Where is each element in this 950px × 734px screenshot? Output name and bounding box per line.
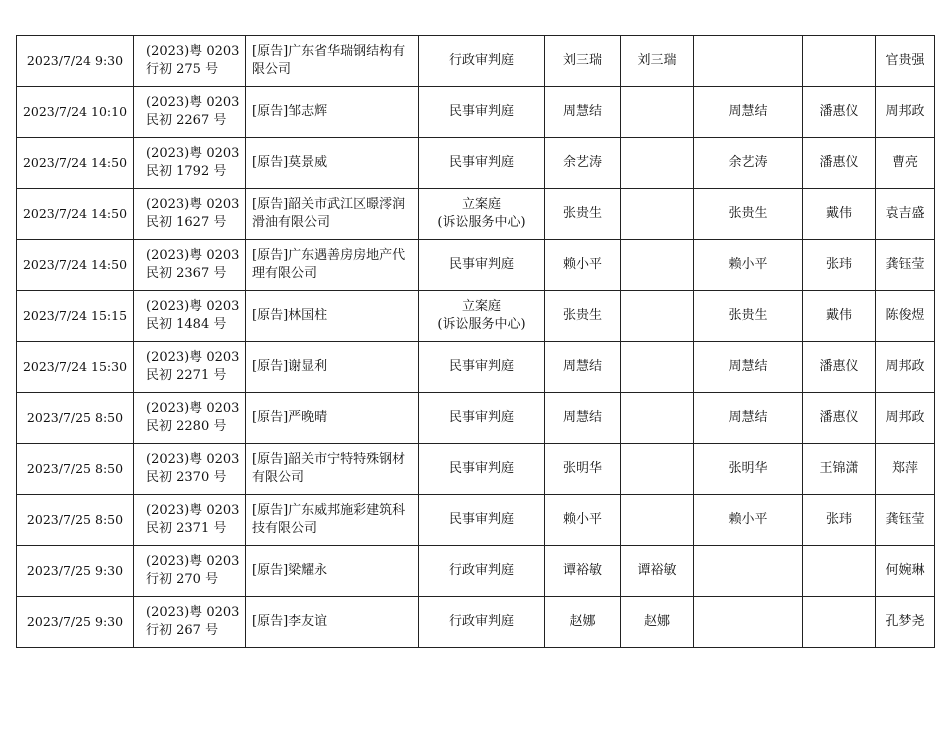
hearing-time-cell (17, 393, 134, 444)
presiding-judge-name: 赵娜 (643, 614, 670, 629)
table-row (17, 597, 935, 648)
clerk-name: 陈俊煜 (885, 308, 925, 323)
undertaking-judge-name: 张明华 (728, 461, 768, 476)
presiding-judge-cell (621, 597, 694, 648)
case-number-line1: (2023)粤 0203 (146, 95, 240, 110)
hearing-schedule-table (16, 35, 935, 648)
clerk-cell (876, 138, 935, 189)
case-number-line1: (2023)粤 0203 (146, 605, 240, 620)
table-row (17, 87, 935, 138)
case-number-line1: (2023)粤 0203 (146, 146, 240, 161)
clerk-name: 周邦政 (885, 410, 925, 425)
party-name: [原告]严晚晴 (252, 410, 328, 425)
panel-member-cell (803, 546, 876, 597)
undertaking-judge-cell (694, 342, 803, 393)
case-number-cell (134, 36, 246, 87)
panel-member-cell (803, 87, 876, 138)
case-number-line1: (2023)粤 0203 (146, 554, 240, 569)
party-cell (246, 342, 419, 393)
schedule-body (17, 36, 935, 648)
case-number-line1: (2023)粤 0203 (146, 44, 240, 59)
case-number-line2: 民初 2367 号 (146, 266, 227, 281)
panel-member-cell (803, 342, 876, 393)
case-number-cell (134, 342, 246, 393)
clerk-cell (876, 597, 935, 648)
undertaking-judge-name: 周慧结 (728, 410, 768, 425)
judge-cell (545, 444, 621, 495)
clerk-cell (876, 393, 935, 444)
department-line1: 民事审判庭 (448, 104, 514, 119)
party-cell (246, 291, 419, 342)
clerk-name: 周邦政 (885, 359, 925, 374)
table-row (17, 189, 935, 240)
panel-member-cell (803, 444, 876, 495)
party-name: [原告]邹志辉 (252, 104, 328, 119)
presiding-judge-name: 刘三瑞 (637, 53, 677, 68)
case-number-line2: 民初 2267 号 (146, 113, 227, 128)
hearing-time-cell (17, 138, 134, 189)
undertaking-judge-name: 张贵生 (728, 206, 768, 221)
party-cell (246, 444, 419, 495)
undertaking-judge-name: 周慧结 (728, 359, 768, 374)
department-cell (419, 546, 545, 597)
undertaking-judge-cell (694, 393, 803, 444)
clerk-cell (876, 342, 935, 393)
hearing-time-cell (17, 597, 134, 648)
table-row (17, 444, 935, 495)
presiding-judge-cell (621, 393, 694, 444)
department-line1: 民事审判庭 (448, 512, 514, 527)
case-number-line2: 民初 2271 号 (146, 368, 227, 383)
case-number-cell (134, 444, 246, 495)
department-line1: 行政审判庭 (448, 614, 514, 629)
case-number-line1: (2023)粤 0203 (146, 452, 240, 467)
presiding-judge-cell (621, 189, 694, 240)
undertaking-judge-cell (694, 189, 803, 240)
presiding-judge-cell (621, 291, 694, 342)
department-cell (419, 342, 545, 393)
panel-member-cell (803, 36, 876, 87)
hearing-time: 2023/7/24 10:10 (22, 104, 128, 119)
judge-name: 余艺涛 (562, 155, 602, 170)
presiding-judge-name: 谭裕敏 (637, 563, 677, 578)
undertaking-judge-cell (694, 36, 803, 87)
hearing-time: 2023/7/25 8:50 (26, 410, 124, 425)
case-number-line2: 民初 2370 号 (146, 470, 227, 485)
judge-name: 赖小平 (562, 257, 602, 272)
judge-cell (545, 36, 621, 87)
presiding-judge-cell (621, 495, 694, 546)
department-cell (419, 291, 545, 342)
judge-cell (545, 87, 621, 138)
party-cell (246, 546, 419, 597)
hearing-time: 2023/7/24 14:50 (22, 257, 128, 272)
party-cell (246, 189, 419, 240)
hearing-time-cell (17, 87, 134, 138)
party-cell (246, 495, 419, 546)
judge-name: 谭裕敏 (562, 563, 602, 578)
case-number-line2: 行初 267 号 (146, 623, 219, 638)
judge-cell (545, 240, 621, 291)
party-cell (246, 240, 419, 291)
case-number-cell (134, 597, 246, 648)
panel-member-name: 张玮 (825, 257, 852, 272)
undertaking-judge-cell (694, 138, 803, 189)
panel-member-cell (803, 291, 876, 342)
undertaking-judge-name: 赖小平 (728, 257, 768, 272)
party-name: [原告]谢显利 (252, 359, 328, 374)
panel-member-cell (803, 138, 876, 189)
presiding-judge-cell (621, 342, 694, 393)
judge-cell (545, 546, 621, 597)
panel-member-name: 张玮 (825, 512, 852, 527)
hearing-time: 2023/7/25 9:30 (26, 563, 124, 578)
party-name: [原告]广东遇善房房地产代理有限公司 (252, 248, 406, 281)
department-cell (419, 495, 545, 546)
case-number-line1: (2023)粤 0203 (146, 401, 240, 416)
presiding-judge-cell (621, 444, 694, 495)
hearing-time: 2023/7/24 15:15 (22, 308, 128, 323)
party-name: [原告]韶关市宁特特殊钢材有限公司 (252, 452, 406, 485)
case-number-line2: 行初 270 号 (146, 572, 219, 587)
judge-name: 周慧结 (562, 410, 602, 425)
judge-cell (545, 291, 621, 342)
clerk-name: 郑萍 (891, 461, 918, 476)
panel-member-name: 戴伟 (825, 308, 852, 323)
hearing-schedule-sheet (16, 35, 935, 648)
panel-member-name: 潘惠仪 (819, 359, 859, 374)
table-row (17, 36, 935, 87)
hearing-time-cell (17, 291, 134, 342)
table-row (17, 291, 935, 342)
undertaking-judge-cell (694, 495, 803, 546)
department-cell (419, 87, 545, 138)
undertaking-judge-cell (694, 87, 803, 138)
case-number-line1: (2023)粤 0203 (146, 197, 240, 212)
presiding-judge-cell (621, 138, 694, 189)
clerk-name: 何婉琳 (885, 563, 925, 578)
hearing-time-cell (17, 240, 134, 291)
judge-name: 张贵生 (562, 308, 602, 323)
panel-member-name: 王锦潇 (819, 461, 859, 476)
hearing-time: 2023/7/25 9:30 (26, 614, 124, 629)
undertaking-judge-name: 余艺涛 (728, 155, 768, 170)
case-number-line2: 民初 1484 号 (146, 317, 227, 332)
case-number-cell (134, 393, 246, 444)
party-name: [原告]林国柱 (252, 308, 328, 323)
hearing-time: 2023/7/24 9:30 (26, 53, 124, 68)
table-row (17, 342, 935, 393)
case-number-line2: 民初 2371 号 (146, 521, 227, 536)
panel-member-name: 戴伟 (825, 206, 852, 221)
case-number-line1: (2023)粤 0203 (146, 299, 240, 314)
party-cell (246, 597, 419, 648)
undertaking-judge-cell (694, 546, 803, 597)
hearing-time: 2023/7/24 14:50 (22, 206, 128, 221)
panel-member-name: 潘惠仪 (819, 410, 859, 425)
department-line2: (诉讼服务中心) (437, 317, 526, 332)
clerk-cell (876, 240, 935, 291)
judge-cell (545, 189, 621, 240)
hearing-time: 2023/7/24 14:50 (22, 155, 128, 170)
department-line1: 民事审判庭 (448, 359, 514, 374)
judge-cell (545, 342, 621, 393)
judge-cell (545, 138, 621, 189)
hearing-time: 2023/7/25 8:50 (26, 461, 124, 476)
department-line1: 立案庭 (461, 197, 501, 212)
presiding-judge-cell (621, 87, 694, 138)
department-cell (419, 240, 545, 291)
hearing-time: 2023/7/24 15:30 (22, 359, 128, 374)
hearing-time-cell (17, 342, 134, 393)
department-line1: 民事审判庭 (448, 410, 514, 425)
case-number-line2: 行初 275 号 (146, 62, 219, 77)
department-line2: (诉讼服务中心) (437, 215, 526, 230)
panel-member-name: 潘惠仪 (819, 155, 859, 170)
panel-member-cell (803, 393, 876, 444)
judge-name: 赖小平 (562, 512, 602, 527)
clerk-cell (876, 87, 935, 138)
department-cell (419, 393, 545, 444)
clerk-name: 袁吉盛 (885, 206, 925, 221)
undertaking-judge-cell (694, 240, 803, 291)
judge-cell (545, 393, 621, 444)
table-row (17, 495, 935, 546)
undertaking-judge-cell (694, 291, 803, 342)
presiding-judge-cell (621, 36, 694, 87)
hearing-time: 2023/7/25 8:50 (26, 512, 124, 527)
clerk-cell (876, 444, 935, 495)
hearing-time-cell (17, 189, 134, 240)
panel-member-name: 潘惠仪 (819, 104, 859, 119)
party-name: [原告]李友谊 (252, 614, 328, 629)
case-number-cell (134, 87, 246, 138)
hearing-time-cell (17, 36, 134, 87)
case-number-line2: 民初 1792 号 (146, 164, 227, 179)
panel-member-cell (803, 495, 876, 546)
judge-name: 周慧结 (562, 104, 602, 119)
department-cell (419, 138, 545, 189)
clerk-name: 周邦政 (885, 104, 925, 119)
clerk-name: 官贵强 (885, 53, 925, 68)
department-cell (419, 444, 545, 495)
table-row (17, 240, 935, 291)
undertaking-judge-cell (694, 597, 803, 648)
department-line1: 行政审判庭 (448, 53, 514, 68)
judge-cell (545, 495, 621, 546)
judge-name: 刘三瑞 (562, 53, 602, 68)
party-name: [原告]韶关市武江区暻澪润滑油有限公司 (252, 197, 406, 230)
case-number-cell (134, 495, 246, 546)
clerk-cell (876, 189, 935, 240)
hearing-time-cell (17, 444, 134, 495)
judge-name: 张贵生 (562, 206, 602, 221)
panel-member-cell (803, 189, 876, 240)
judge-name: 张明华 (562, 461, 602, 476)
clerk-cell (876, 546, 935, 597)
presiding-judge-cell (621, 240, 694, 291)
party-name: [原告]莫景威 (252, 155, 328, 170)
undertaking-judge-name: 赖小平 (728, 512, 768, 527)
judge-cell (545, 597, 621, 648)
table-row (17, 546, 935, 597)
clerk-name: 孔梦尧 (885, 614, 925, 629)
undertaking-judge-name: 张贵生 (728, 308, 768, 323)
case-number-cell (134, 138, 246, 189)
case-number-line1: (2023)粤 0203 (146, 248, 240, 263)
case-number-line1: (2023)粤 0203 (146, 503, 240, 518)
case-number-line2: 民初 1627 号 (146, 215, 227, 230)
panel-member-cell (803, 597, 876, 648)
party-name: [原告]梁耀永 (252, 563, 328, 578)
case-number-cell (134, 546, 246, 597)
department-cell (419, 597, 545, 648)
department-line1: 民事审判庭 (448, 461, 514, 476)
judge-name: 赵娜 (569, 614, 596, 629)
party-cell (246, 36, 419, 87)
case-number-line1: (2023)粤 0203 (146, 350, 240, 365)
party-name: [原告]广东威邦施彩建筑科技有限公司 (252, 503, 406, 536)
department-line1: 民事审判庭 (448, 257, 514, 272)
party-cell (246, 138, 419, 189)
clerk-cell (876, 495, 935, 546)
undertaking-judge-cell (694, 444, 803, 495)
case-number-cell (134, 189, 246, 240)
department-cell (419, 189, 545, 240)
table-row (17, 138, 935, 189)
clerk-name: 龚钰莹 (885, 512, 925, 527)
party-name: [原告]广东省华瑞钢结构有限公司 (252, 44, 406, 77)
case-number-line2: 民初 2280 号 (146, 419, 227, 434)
department-line1: 行政审判庭 (448, 563, 514, 578)
case-number-cell (134, 291, 246, 342)
clerk-cell (876, 36, 935, 87)
hearing-time-cell (17, 495, 134, 546)
party-cell (246, 393, 419, 444)
department-line1: 立案庭 (461, 299, 501, 314)
case-number-cell (134, 240, 246, 291)
undertaking-judge-name: 周慧结 (728, 104, 768, 119)
department-cell (419, 36, 545, 87)
party-cell (246, 87, 419, 138)
clerk-name: 曹亮 (891, 155, 918, 170)
presiding-judge-cell (621, 546, 694, 597)
department-line1: 民事审判庭 (448, 155, 514, 170)
clerk-name: 龚钰莹 (885, 257, 925, 272)
panel-member-cell (803, 240, 876, 291)
judge-name: 周慧结 (562, 359, 602, 374)
table-row (17, 393, 935, 444)
hearing-time-cell (17, 546, 134, 597)
clerk-cell (876, 291, 935, 342)
